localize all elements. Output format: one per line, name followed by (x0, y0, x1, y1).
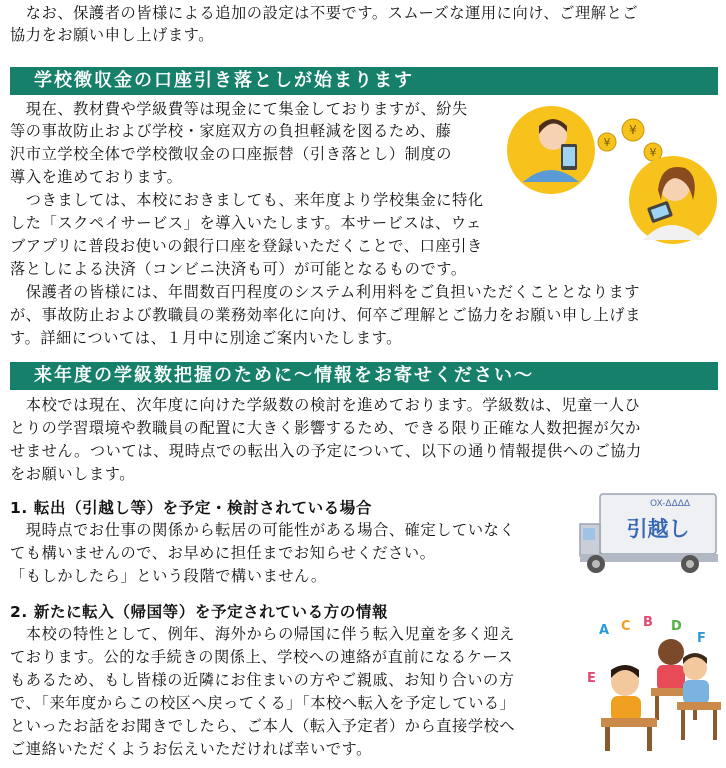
moving-truck-icon (578, 490, 720, 578)
letter-b: B (643, 615, 653, 630)
item1-title: 1. 転出（引越し等）を予定・検討されている場合 (10, 499, 372, 517)
section2-line: とりの学習環境や教職員の配置に大きく影響するため、できる限り正確な人数把握が欠か (10, 419, 641, 437)
item1-line: 現時点でお仕事の関係から転居の可能性がある場合、確定していなく (10, 521, 516, 539)
section2-line: せません。ついては、現時点での転出入の予定について、以下の通り情報提供へのご協力 (10, 442, 642, 460)
section-heading-payment: 学校徴収金の口座引き落としが始まります (10, 67, 718, 95)
section1-line: ブアプリに普段お使いの銀行口座を登録いただくことで、口座引き (10, 237, 483, 255)
truck-sign: OX-ΔΔΔΔ (649, 499, 691, 509)
yen-icon: ¥ (649, 146, 657, 159)
students-desks-icon (585, 612, 721, 752)
letter-f: F (697, 631, 706, 646)
section1-line: が、事故防止および教職員の業務効率化に向け、何卒ご理解とご協力をお願い申し上げま (10, 306, 641, 324)
item2-line: といったお話をお聞きでしたら、ご本人（転入予定者）から直接学校へ (10, 717, 516, 735)
intro-line-2: 協力をお願い申し上げます。 (10, 26, 215, 44)
item2-line: で、「来年度からこの校区へ戻ってくる」「本校へ転入を予定している」 (10, 694, 516, 712)
letter-a: A (599, 623, 610, 638)
letter-e: E (587, 671, 596, 686)
section1-line: 等の事故防止および学校・家庭双方の負担軽減を図るため、藤 (10, 122, 452, 140)
item2-title: 2. 新たに転入（帰国等）を予定されている方の情報 (10, 603, 389, 621)
letter-d: D (671, 619, 682, 634)
smartphone-payment-icon (503, 100, 721, 250)
item2-line: ご連絡いただくようお伝えいただければ幸いです。 (10, 740, 372, 758)
section1-line: 沢市立学校全体で学校徴収金の口座振替（引き落とし）制度の (10, 145, 453, 163)
item2-line: ております。公的な手続きの関係上、学校への連絡が直前になるケース (10, 648, 514, 666)
section1-line: つきましては、本校におきましても、来年度より学校集金に特化 (10, 191, 484, 209)
item1-line: ても構いませんので、お早めに担任までお知らせください。 (10, 544, 436, 562)
item2-line: 本校の特性として、例年、海外からの帰国に伴う転入児童を多く迎え (10, 625, 515, 643)
yen-icon: ¥ (603, 136, 611, 149)
section1-line: した「スクペイサービス」を導入いたします。本サービスは、ウェ (10, 214, 482, 232)
section2-line: をお願いします。 (10, 465, 136, 483)
item2-line: もあるため、もし皆様の近隣にお住まいの方やご親戚、お知り合いの方 (10, 671, 515, 689)
section1-line: 導入を進めております。 (10, 168, 183, 186)
section2-line: 本校では現在、次年度に向けた学級数の検討を進めております。学級数は、児童一人ひ (10, 396, 641, 414)
section1-line: 落としによる決済（コンビニ決済も可）が可能となるものです。 (10, 260, 467, 278)
letter-c: C (621, 619, 631, 634)
section1-line: 保護者の皆様には、年間数百円程度のシステム利用料をご負担いただくこととなります (10, 283, 640, 301)
section1-line: す。詳細については、１月中に別途ご案内いたします。 (10, 329, 402, 347)
yen-icon: ¥ (629, 123, 637, 137)
intro-line-1: なお、保護者の皆様による追加の設定は不要です。スムーズな運用に向け、ご理解とご (10, 4, 639, 22)
truck-label: 引越し (626, 517, 690, 541)
section-heading-class-count: 来年度の学級数把握のために～情報をお寄せください～ (10, 362, 718, 390)
item1-line: 「もしかしたら」という段階で構いません。 (10, 567, 327, 585)
section1-line: 現在、教材費や学級費等は現金にて集金しておりますが、紛失 (10, 100, 468, 118)
